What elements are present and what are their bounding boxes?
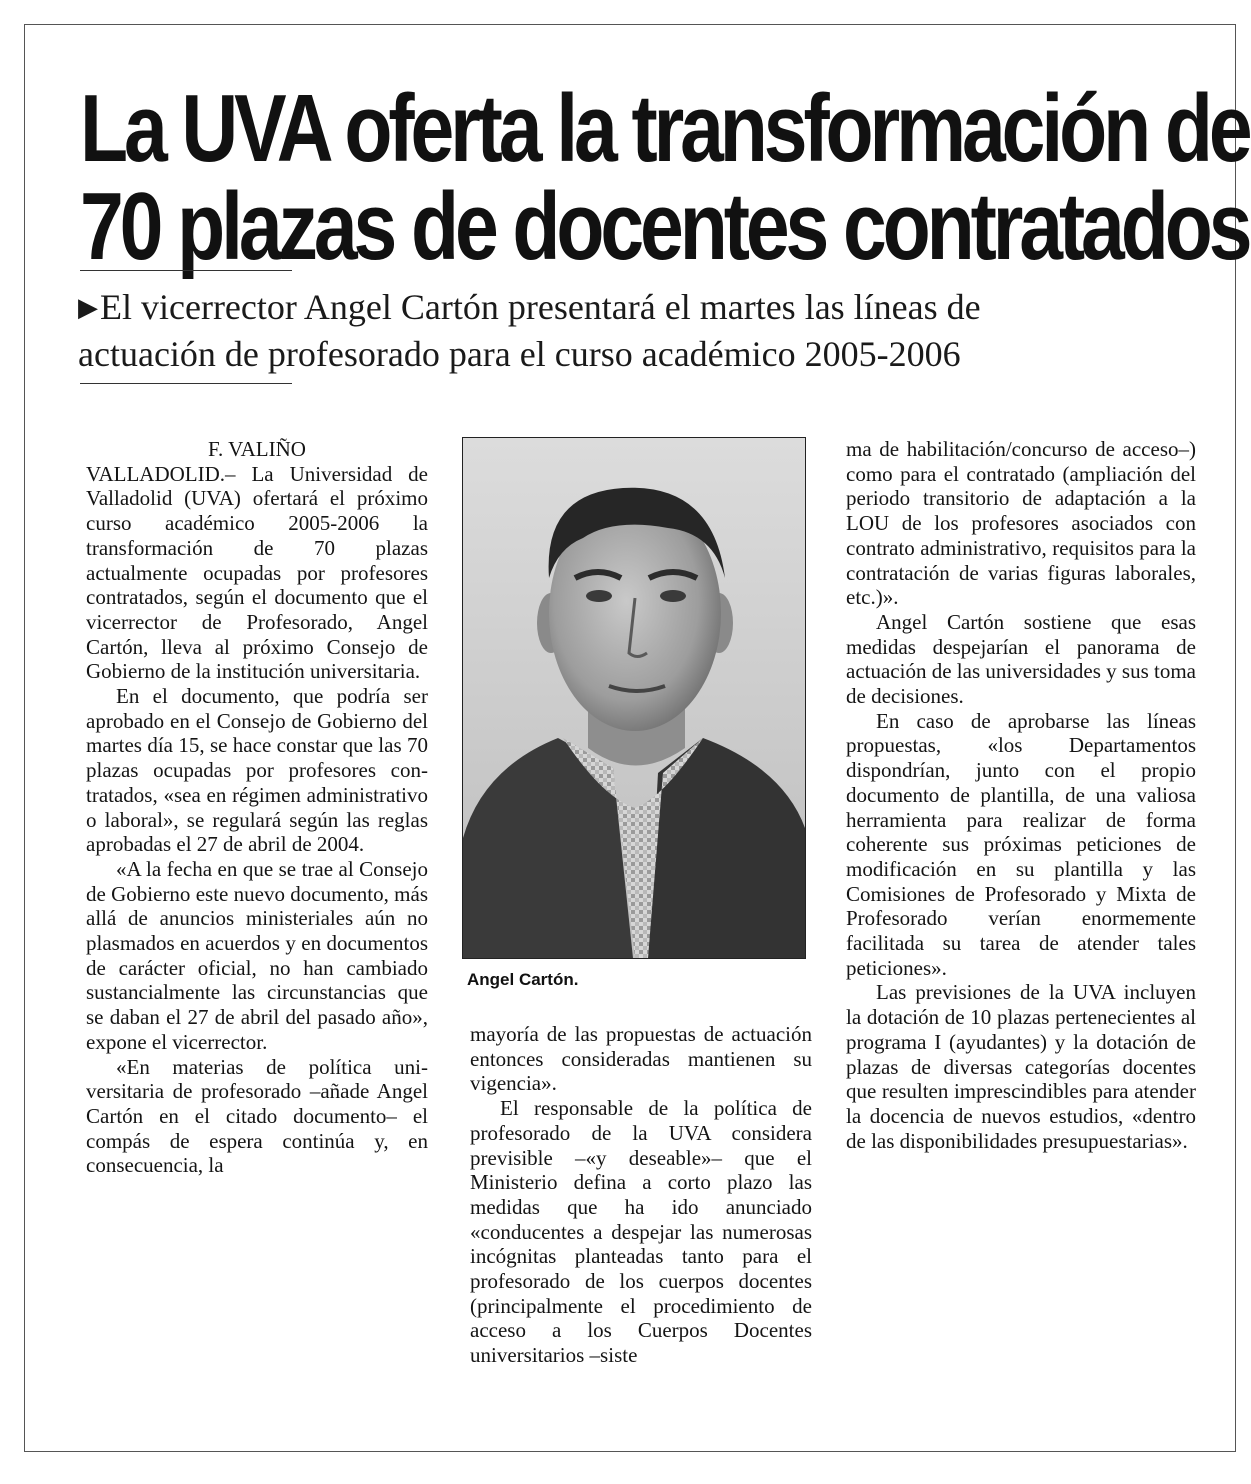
headline — [80, 75, 1249, 280]
paragraph: En caso de aprobarse las líneas propuestas, «los Departamentos dispondrían, junto con el propio documento de plantilla, de una valiosa herramienta para realizar de forma coherente sus próximas peticiones de modificación en su plantilla y las Comisiones de Profesorado y Mixta de Profesorado verían enormemente facilitada su tarea de atender tales peticiones». — [846, 708, 1196, 980]
subheadline — [78, 284, 1198, 377]
article-column-3 — [846, 437, 1196, 1153]
headline-line-2: 70 plazas de docentes contratados — [80, 173, 1249, 280]
paragraph: Angel Cartón sostiene que esas medidas despejarían el panorama de actuación de las universidades y sus toma de decisiones. — [846, 609, 1196, 709]
paragraph: VALLADOLID.– La Universidad de Valladolid (UVA) ofertará el próximo curso académico 2005-2006 la transformación de 70 plazas actualmente ocupadas por profesores contratados, según el documento que el vicerrector de Profesorado, Angel Cartón, lleva al próximo Consejo de Gobierno de la institución universitaria. — [86, 461, 428, 684]
paragraph: mayoría de las propuestas de actuación entonces consideradas mantienen su vigencia». — [470, 1022, 812, 1096]
paragraph: El responsable de la política de profesorado de la UVA considera previsible –«y deseable»– que el Ministerio defina a corto plazo las medidas que ha ido anunciado «conducentes a despejar las numerosas incógnitas planteadas tanto para el profesorado de los cuerpos docentes (principalmente el procedimiento de acceso a los Cuerpos Docentes universitarios –siste — [470, 1096, 812, 1368]
paragraph: ma de habilitación/concurso de acceso–) como para el contratado (ampliación del periodo transitorio de adaptación a la LOU de los profesores asociados con contrato administrativo, requisitos para la contratación de varias figuras laborales, etc.)». — [846, 437, 1196, 610]
photo-caption: Angel Cartón. — [467, 970, 579, 989]
headline-line-1: La UVA oferta la transformación de — [80, 75, 1249, 182]
paragraph: «En materias de política universitaria de profesorado –añade Angel Cartón en el citado documento– el compás de espera continúa y, en consecuencia, la — [86, 1054, 428, 1178]
paragraph: Las previsiones de la UVA incluyen la dotación de 10 plazas pertenecientes al programa I (ayudantes) y la dotación de plazas de diversas categorías docentes que resulten imprescindibles para atender la docencia de nuevos estudios, «dentro de las disponibilidades presupuestarias». — [846, 980, 1196, 1153]
paragraph: En el documento, que podría ser aprobado en el Consejo de Gobierno del martes día 15, se hace constar que las 70 plazas ocupadas por profesores contratados, «sea en régimen administrativo o laboral», se regulará según las reglas aprobadas el 27 de abril de 2004. — [86, 684, 428, 857]
subhead-line-1: El vicerrector Angel Cartón presentará el martes las líneas de — [100, 287, 981, 327]
portrait-illustration — [463, 438, 805, 958]
subhead-bottom-rule — [80, 383, 292, 384]
paragraph: «A la fecha en que se trae al Consejo de Gobierno este nuevo documento, más allá de anuncios ministeriales aún no plasmados en acuerdos y en documentos de carácter oficial, no han cambiado sustancialmente las circunstancias que se daban el 27 de abril del pasado año», expone el vicerrector. — [86, 856, 428, 1054]
article-column-2 — [470, 1022, 812, 1368]
subhead-top-rule — [80, 270, 292, 271]
portrait-photo — [462, 437, 806, 959]
subhead-marker-icon: ▶ — [78, 293, 98, 322]
subhead-line-2: actuación de profesorado para el curso académico 2005-2006 — [78, 334, 961, 374]
article-column-1 — [86, 437, 428, 1178]
byline: F. VALIÑO — [208, 437, 306, 461]
